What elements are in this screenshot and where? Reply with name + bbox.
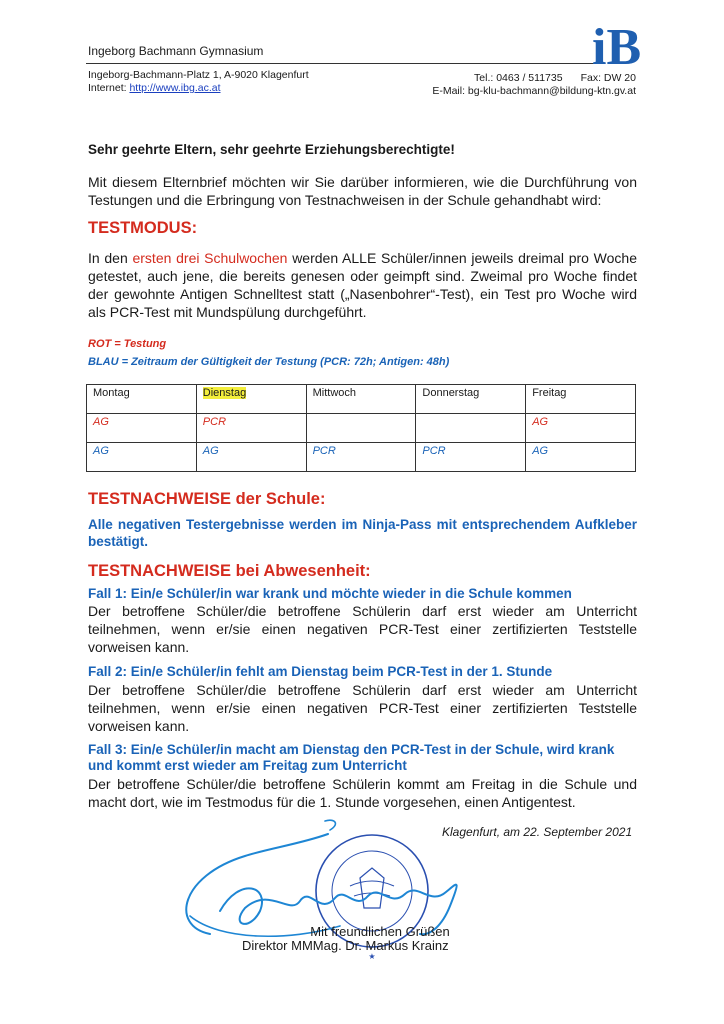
day-cell [196, 385, 306, 414]
school-logo [590, 14, 642, 76]
fall3-heading: Fall 3: Ein/e Schüler/in macht am Dienstag den PCR-Test in der Schule, wird krank und kommt erst wieder am Freitag zum Unterricht [88, 742, 615, 773]
fall3-text: Der betroffene Schüler/die betroffene Schülerin kommt am Freitag in die Schule und macht dort, wie im Testmodus für die 1. Stunde vorgesehen, einen Antigentest. [88, 776, 637, 810]
website-link[interactable]: http://www.ibg.ac.at [129, 82, 221, 94]
internet-line [88, 82, 309, 95]
fall2-text: Der betroffene Schüler/die betroffene Schülerin darf erst wieder am Unterricht teilnehmen, wenn er/sie einen negativen PCR-Test einer zertifizierten Teststelle vorweisen kann. [88, 682, 637, 734]
greeting: Sehr geehrte Eltern, sehr geehrte Erziehungsberechtigte! [88, 142, 455, 157]
handwritten-signature [186, 834, 456, 934]
testmodus-paragraph [88, 249, 637, 321]
testnachweise-abwesenheit-heading: TESTNACHWEISE bei Abwesenheit: [88, 562, 371, 580]
test-schedule-table [86, 384, 636, 472]
test-cell [416, 414, 526, 443]
email: E-Mail: bg-klu-bachmann@bildung-ktn.gv.at [432, 85, 636, 97]
table-row-validity [87, 443, 636, 472]
header-divider [86, 63, 594, 64]
svg-text:★: ★ [368, 952, 376, 961]
test-cell [306, 414, 416, 443]
school-address: Ingeborg-Bachmann-Platz 1, A-9020 Klagenfurt [88, 69, 309, 81]
table-row-days [87, 385, 636, 414]
internet-label: Internet: [88, 82, 127, 94]
school-name: Ingeborg Bachmann Gymnasium [88, 44, 264, 58]
fall1-heading: Fall 1: Ein/e Schüler/in war krank und möchte wieder in die Schule kommen [88, 586, 572, 601]
test-cell: AG [526, 414, 636, 443]
letter-date: Klagenfurt, am 22. September 2021 [442, 825, 633, 839]
testmodus-text-start: In den [88, 250, 133, 266]
day-cell: Freitag [526, 385, 636, 414]
testnachweise-schule-text: Alle negativen Testergebnisse werden im Ninja-Pass mit entsprechendem Aufkleber bestätigt. [88, 517, 637, 549]
school-address-block [88, 69, 309, 95]
closing-greeting: Mit freundlichen Grüßen [310, 924, 450, 939]
legend-red: ROT = Testung [88, 338, 167, 350]
day-cell: Mittwoch [306, 385, 416, 414]
validity-cell: AG [87, 443, 197, 472]
phone: Tel.: 0463 / 511735 [474, 72, 563, 84]
validity-cell: AG [196, 443, 306, 472]
validity-cell: PCR [306, 443, 416, 472]
validity-cell: AG [526, 443, 636, 472]
test-cell: PCR [196, 414, 306, 443]
highlighted-day: Dienstag [202, 387, 247, 399]
day-cell: Donnerstag [416, 385, 526, 414]
fall1-text: Der betroffene Schüler/die betroffene Schülerin darf erst wieder am Unterricht teilnehmen, wenn er/sie einen negativen PCR-Test einer zertifizierten Teststelle vorweisen kann. [88, 603, 637, 655]
legend-blue: BLAU = Zeitraum der Gültigkeit der Testung (PCR: 72h; Antigen: 48h) [88, 356, 450, 368]
test-cell: AG [87, 414, 197, 443]
validity-cell: PCR [416, 443, 526, 472]
testmodus-heading: TESTMODUS: [88, 219, 198, 237]
testmodus-text-end: werden ALLE Schüler/innen jeweils dreimal pro Woche getestet, auch jene, die bereits genesen oder geimpft sind. Zweimal pro Woche findet der gewohnte Antigen Schnelltest statt („Nasenbohrer“-Test), ein Test pro Woche wird als PCR-Test mit Mundspülung durchgeführt. [88, 250, 637, 320]
fall2-heading: Fall 2: Ein/e Schüler/in fehlt am Dienstag beim PCR-Test in der 1. Stunde [88, 664, 553, 679]
fax: Fax: DW 20 [580, 72, 636, 84]
intro-paragraph: Mit diesem Elternbrief möchten wir Sie darüber informieren, wie die Durchführung von Testungen und die Erbringung von Testnachweisen in der Schule gehandhabt wird: [88, 174, 637, 208]
day-cell: Montag [87, 385, 197, 414]
signatory-name: Direktor MMMag. Dr. Markus Krainz [242, 938, 449, 953]
logo-lettering: iB [592, 19, 642, 76]
testmodus-highlight: ersten drei Schulwochen [132, 250, 288, 266]
testnachweise-schule-heading: TESTNACHWEISE der Schule: [88, 490, 326, 508]
table-row-tests [87, 414, 636, 443]
